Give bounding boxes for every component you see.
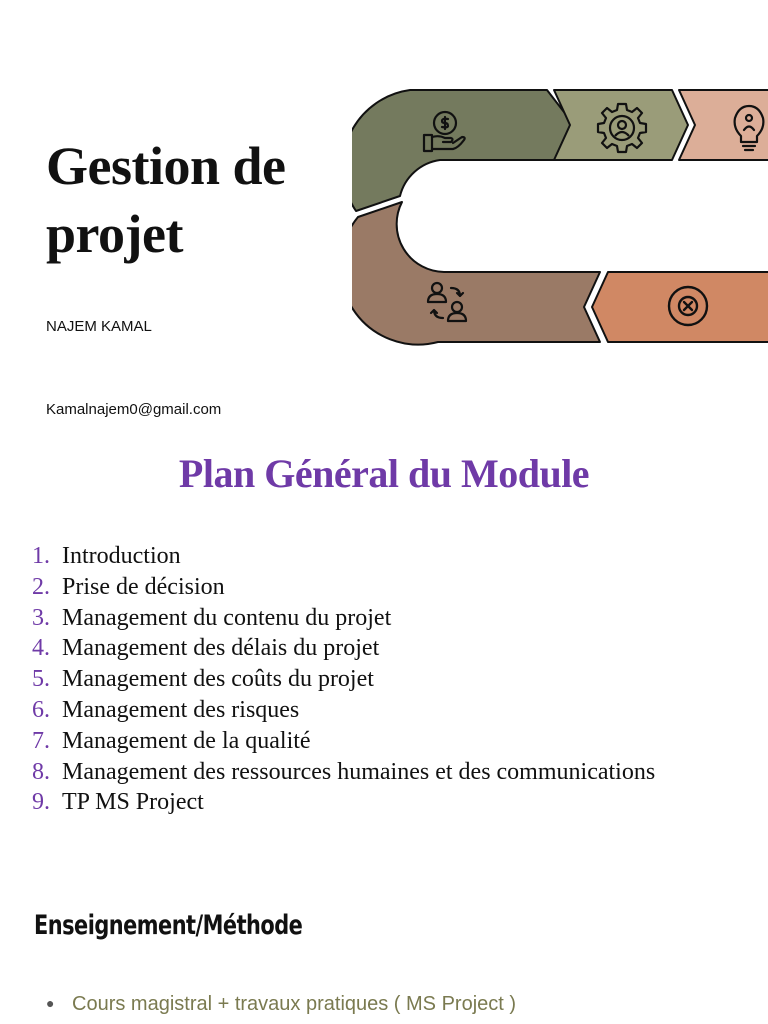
cycle-segment-olive-light bbox=[554, 90, 688, 160]
document-title: Gestion de projet bbox=[46, 136, 286, 264]
list-item: 4. Management des délais du projet bbox=[32, 635, 380, 662]
method-section-title: Enseignement/Méthode bbox=[34, 910, 303, 941]
plan-title: Plan Général du Module bbox=[178, 451, 590, 496]
list-item: 8. Management des ressources humaines et des communications bbox=[32, 758, 656, 785]
list-item: 1. Introduction bbox=[32, 543, 181, 569]
list-item: 2. Prise de décision bbox=[32, 573, 225, 600]
list-item: 9. TP MS Project bbox=[32, 789, 204, 816]
method-list bbox=[46, 993, 516, 1016]
list-item: 5. Management des coûts du projet bbox=[32, 666, 374, 693]
list-item: ● Cours magistral + travaux pratiques ( MS Project ) bbox=[46, 993, 517, 1015]
project-cycle-graphic bbox=[352, 84, 768, 346]
list-item: 6. Management des risques bbox=[32, 696, 300, 723]
bullet-icon: ● bbox=[46, 995, 55, 1011]
cycle-segment-peach bbox=[679, 90, 768, 160]
list-item: 3. Management du contenu du projet bbox=[32, 604, 392, 631]
list-item: 7. Management de la qualité bbox=[32, 727, 311, 754]
author-email: Kamalnajem0@gmail.com bbox=[46, 401, 222, 418]
cycle-segment-brown bbox=[352, 202, 600, 345]
author-name: NAJEM KAMAL bbox=[46, 318, 152, 335]
cycle-segment-olive-dark bbox=[352, 90, 574, 211]
plan-list bbox=[32, 541, 655, 818]
